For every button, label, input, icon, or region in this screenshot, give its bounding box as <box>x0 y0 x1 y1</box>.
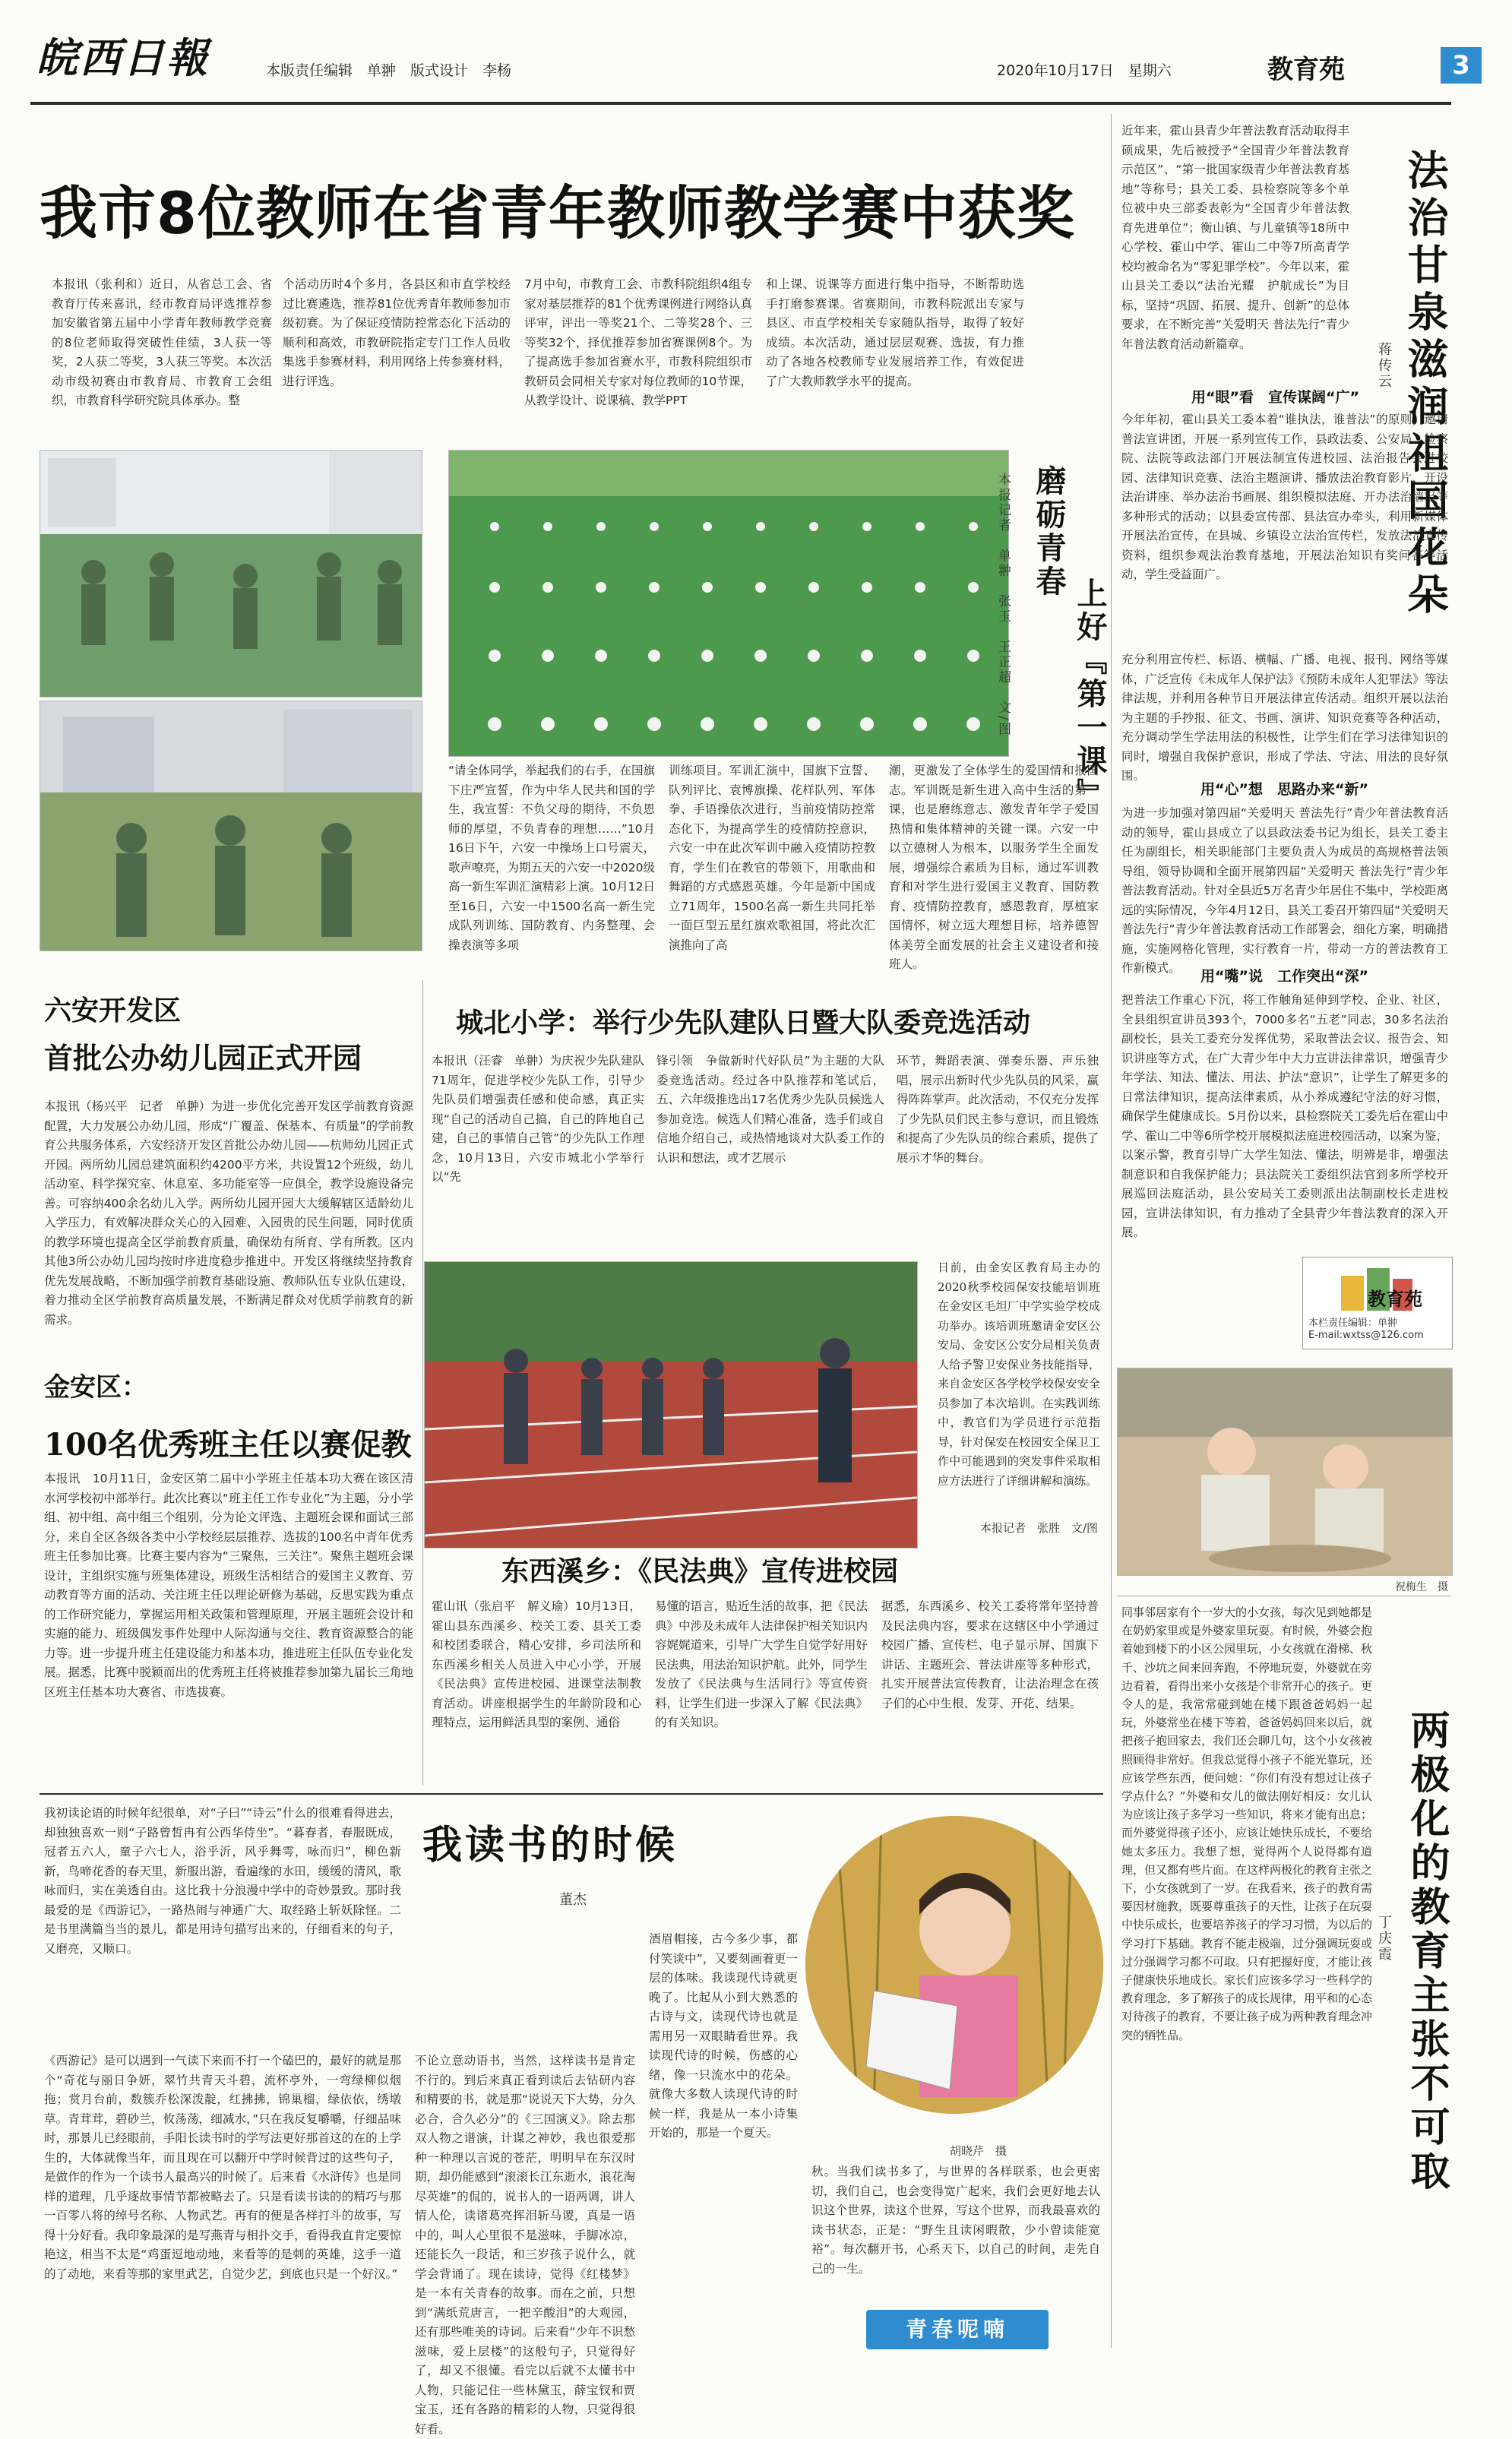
pioneers-col-3: 环节，舞蹈表演、弹奏乐器、声乐独唱，展示出新时代少先队员的风采，赢得阵阵掌声。此次活动，不仅充分发挥了少先队员们民主参与意识，而且锻炼和提高了少先队员的综合素质，提供了展示才华的舞台。 <box>897 1054 1099 1165</box>
left-column-divider <box>422 980 423 1786</box>
lower-section-rule <box>40 1793 1103 1795</box>
military-title-2: 上好『第一课』 <box>1072 577 1108 811</box>
photo-drill-students <box>40 450 422 698</box>
lead-col-2: 个活动历时4个多月，各县区和市直学校经过比赛遴选，推荐81位优秀青年教师参加市级初赛。为了保证疫情防控常态化下活动的顺利和高效，市教研院指定专门工作人员收集选手参赛材料，利用网络上传参赛材料，进行评选。 <box>283 277 511 388</box>
military-byline: 本报记者 单翀 张玉 王正超 文/图 <box>995 473 1011 738</box>
headteacher-body: 本报讯 10月11日，金安区第二届中小学班主任基本功大赛在该区清水河学校初中部举行。此次比赛以“班主任工作专业化”为主题，分小学组、初中组、高中组三个组别，分为论文评选、主题班会课和面试三部分，来自全区各级各类中小学校经层层推荐、选拔的100名中青年优秀班主任参加比赛。比赛主要内容为“三聚焦，三关注”。聚焦主题班会课设计，主组织实施与班集体建设，班级生活相结合的爱国主义教育、劳动教育等方面的活动、关注班主任以理论研修为基础，反思实践为重点的工作研究能力，掌握运用相关政策和管理原理，开展主题班会设计和实施的能力、班级偶发事件处理中人际沟通与交往、教育资源整合的能力等。进一步提升班主任建设能力和基本功，推进班主任队伍专业化发展。据悉，比赛中脱颖而出的优秀班主任将被推荐参加第九届长三角地区班主任基本功大赛省、市选拔赛。 <box>44 1472 413 1699</box>
editor-credit: 本版责任编辑 单翀 版式设计 李杨 <box>266 62 512 79</box>
right-body-4: 为进一步加强对第四届“关爱明天 普法先行”青少年普法教育活动的领导，霍山县成立了以县政法委书记为组长，县关工委主任为副组长，相关职能部门主要负责人为成员的高规格普法领导组，领导协调和全面开展第四届“关爱明天 普法先行”青少年普法教育活动。针对全县近5万名青少年居住不集中，学校距离远的实际情况，今年4月12日，县关工委召开第四届“关爱明天 普法先行”青少年普法教育活动工作部署会，细化方案，明确措施，实施网格化管理，实行教育一片，带动一方的普法教育工作新模式。 <box>1121 806 1448 975</box>
civil-code-headline: 东西溪乡：《民法典》宣传进校园 <box>501 1555 899 1587</box>
headteacher-kicker: 金安区： <box>44 1372 147 1403</box>
pioneers-col-1: 本报讯（汪睿 单翀）为庆祝少先队建队71周年，促进学校少先队工作，引导少先队员们增强责任感和使命感，真正实现“自己的活动自己搞，自己的阵地自己建，自己的事情自己管”的少先队工作理念，10月13日，六安市城北小学举行以“先 <box>432 1054 644 1184</box>
military-title-1: 磨砺青春 <box>1031 465 1067 599</box>
photo-children-playing <box>1117 1368 1453 1576</box>
right-body-2: 今年年初，霍山县关工委本着“谁执法，谁普法”的原则，邀请普法宣讲团，开展一系列宣传工作，县政法委、公安局、检察院、法院等政法部门开展法制宣传进校园、法治报告会进校园、法律知识竞赛、法治主题演讲、播放法治教育影片、开设法治讲座、举办法治书画展、组织模拟法庭、开办法治墙报等多种形式的活动；以县委宣传部、县法宣办牵头，利用新媒体开展法治宣传，在县城、乡镇设立法治宣传栏，发放法治宣传资料，组织参观法治教育基地，开展法治知识有奖问答等活动，学生受益面广。 <box>1121 413 1448 581</box>
section-name: 教育苑 <box>1267 55 1345 85</box>
section-logo-title: 教育苑 <box>1368 1288 1422 1310</box>
police-credit: 本报记者 张胜 文/图 <box>980 1521 1099 1535</box>
page-number: 3 <box>1452 50 1470 81</box>
section-logo-editor: 本栏责任编辑：单翀 <box>1308 1318 1398 1329</box>
reading-photo-credit: 胡晓芹 摄 <box>950 2144 1007 2158</box>
police-caption: 日前，由金安区教育局主办的2020秋季校园保安技能培训班在金安区毛坦厂中学实验学校成功举办。该培训班邀请金安区公安局、金安区公安分局相关负责人给予警卫安保业务技能指导，来自金安区各学校学校保安安全员参加了本次培训。在实践训练中，教官们为学员进行示范指导，针对保安在校园安全保卫工作中可能遇到的突发事件采取相应方法进行了详细讲解和演练。 <box>938 1261 1100 1488</box>
kindergarten-headline: 首批公办幼儿园正式开园 <box>44 1041 362 1075</box>
right-column-divider <box>1111 114 1112 2348</box>
reading-author: 董杰 <box>559 1892 587 1908</box>
newspaper-logo: 皖西日報 <box>36 33 210 82</box>
right-subhead-2: 用“心”想 思路办来“新” <box>1200 781 1368 798</box>
masthead <box>30 21 1482 97</box>
civil-code-col-2: 易懂的语言，贴近生活的故事，把《民法典》中涉及未成年人法律保护相关知识内容娓娓道来，引导广大学生自觉学好用好民法典，用法治知识护航。此外，同学生发放了《民法典与生活同行》等宣传资料，让学生们进一步深入了解《民法典》的有关知识。 <box>655 1599 868 1729</box>
reading-headline: 我读书的时候 <box>422 1822 679 1868</box>
right-subhead-1: 用“眼”看 宣传谋阔“广” <box>1191 389 1359 406</box>
photo-security-training <box>424 1261 918 1548</box>
military-col-3: 潮，更激发了全体学生的爱国情和报国志。军训既是新生进入高中生活的第一课，也是磨练意志、激发青年学子爱国热情和集体精神的关键一课。六安一中以立德树人为根本，以服务学生全面发展，增强综合素质为目标，通过军训教育和对学生进行爱国主义教育、国防教育、疫情防控教育，感恩教育，厚植家国情怀，树立远大理想目标，培养德智体美劳全面发展的社会主义建设者和接班人。 <box>889 764 1099 971</box>
section-logo-email: E-mail:wxtss@126.com <box>1308 1330 1424 1341</box>
headteacher-headline: 100名优秀班主任以赛促教 <box>44 1427 412 1463</box>
reading-col-2: 不论立意动语书，当然，这样读书是肯定不行的。到后来真正看到读后去钻研内容和精要的书，就是那“说说天下大势，分久必合，合久必分”的《三国演义》。除去那双人物之谱演，计谋之神妙，我也很爱那种一种理以言说的苍茫，明明早在东汉时期，却仍能感到“滚滚长江东逝水，浪花淘尽英雄”的侃的，说书人的一语两调，讲人情人伦，读诸葛亮挥泪斩马谡，真是一语中的，叫人心里很不是滋味，手脚冰凉，还能长久一段话，和三岁孩子说什么，就学会背诵了。现在读诗，觉得《红楼梦》是一本有关青春的故事。而在之前，只想到“满纸荒唐言，一把辛酸泪”的大观园，还有那些唯美的诗词。后来看“少年不识愁滋味，爱上层楼”的这般句子，只觉得好了，却又不很懂。看完以后就不太懂书中人物，只能记住一些林黛玉，薛宝钗和贾宝玉，还有各路的精彩的人物，只觉得很好看。 <box>415 2054 635 2436</box>
kindergarten-kicker: 六安开发区 <box>44 995 182 1027</box>
military-col-1: “请全体同学，举起我们的右手，在国旗下庄严宣誓，作为中华人民共和国的学生，我宣誓：不负父母的期待，不负恩师的厚望，不负青春的理想……”10月16日下午，六安一中操场上口号震天，歌声嘹亮，为期五天的六安一中2020级高一新生军训汇演精彩上演。10月12日至16日，六安一中1500名高一新生完成队列训练、国防教育、内务整理、会操表演等多项 <box>448 764 655 952</box>
children-photo-credit: 祝梅生 摄 <box>1395 1581 1448 1593</box>
right-subhead-3: 用“嘴”说 工作突出“深” <box>1200 968 1368 985</box>
pioneers-headline: 城北小学：举行少先队建队日暨大队委竞选活动 <box>456 1007 1031 1039</box>
right-body-3: 充分利用宣传栏、标语、横幅、广播、电视、报刊、网络等媒体，广泛宣传《未成年人保护法》《预防未成年人犯罪法》等法律法规，并利用各种节日开展法律宣传活动。组织开展以法治为主题的手抄报、征文、书画、演讲、知识竞赛等各种活动，充分调动学生学法用法的积极性，让学生们在学习法律知识的同时，增强自我保护意识，形成了学法、守法、用法的良好氛围。 <box>1121 653 1448 783</box>
right-headline: 法治甘泉滋润祖国花朵 <box>1401 149 1450 620</box>
photo-girl-reading <box>805 1816 1103 2114</box>
civil-code-col-1: 霍山讯（张启平 解义瑜）10月13日，霍山县东西溪乡、校关工委、县关工委和校团委联合，精心安排，乡司法所和东西溪乡相关人员进入中心小学，开展《民法典》宣传进校园、进课堂法制教育活动。讲座根据学生的年龄阶段和心理特点，运用鲜活具型的案例、通俗 <box>432 1599 641 1729</box>
twopole-body: 同事邻居家有个一岁大的小女孩，每次见到她都是在奶奶家里或是外婆家里玩耍。有时候，外婆会抱着她到楼下的小区公园里玩，小女孩就在滑梯、秋千、沙坑之间来回奔跑，不停地玩耍，外婆就在旁边看着，看得出来小女孩是个非常开心的孩子。更令人的是，我常常碰到她在楼下跟爸爸妈妈一起玩，外婆常坐在楼下等着，爸爸妈妈回来以后，就把孩子抱回家去，我们还会聊几句，这个小女孩被照顾得非常好。但我总觉得小孩子不能光靠玩，还应该学些东西，便问她：“你们有没有想过让孩子学点什么？”外婆和女儿的做法刚好相反：女儿认为应该让孩子多学习一些知识，将来才能有出息；而外婆觉得孩子还小，应该让她快乐成长，不要给她太多压力。我想了想，觉得两个人说得都有道理，但又都有些片面。在这样两极化的教育主张之下，小女孩就到了一岁。在我看来，孩子的教育需要因材施教，既要尊重孩子的天性，让孩子在玩耍中快乐成长，也要培养孩子的学习习惯，为以后的学习打下基础。教育不能走极端，过分强调玩耍或过分强调学习都不可取。只有把握好度，才能让孩子健康快乐地成长。家长们应该多学习一些科学的教育理念，多了解孩子的成长规律，用平和的心态对待孩子的教育，不要让孩子成为两种教育理念冲突的牺牲品。 <box>1121 1605 1373 2042</box>
right-byline: 蒋传云 <box>1376 342 1392 390</box>
reading-col-3: 酒眉帽接，古今多少事，都付笑谈中”，又要刻画着更一层的体味。我读现代诗就更晚了。比起从小到大熟悉的古诗与文，读现代诗也就是需用另一双眼睛看世界。我读现代诗的时候，伤感的心绪，像一只流水中的花朵。就像大多数人读现代诗的时候一样，我是从一本小诗集开始的，那是一个夏天。 <box>649 1932 798 2140</box>
issue-date: 2020年10月17日 星期六 <box>997 62 1172 79</box>
pioneers-col-2: 锋引领 争做新时代好队员”为主题的大队委竞选活动。经过各中队推荐和笔试后，五、六年级推选出17名优秀少先队员候选人参加竞选。候选人们精心准备，选手们或自信地介绍自己，或热情地谈对大队委工作的认识和想法，或才艺展示 <box>656 1054 884 1165</box>
twopole-byline: 丁庆霞 <box>1376 1915 1392 1963</box>
lead-col-4: 和上课、说课等方面进行集中指导，不断帮助选手打磨参赛课。省赛期间，市教科院派出专家与县区、市直学校相关专家随队指导，取得了较好成绩。本次活动，通过层层观赛、选拔，有力推动了各地各校教师专业发展培养工作，有效促进了广大教师教学水平的提高。 <box>766 277 1024 388</box>
reading-intro: 我初读论语的时候年纪很单，对“子曰”“诗云”什么的很难看得进去，却独独喜欢一则“子路曾皙冉有公西华侍坐”。“暮春者，春服既成，冠者五六人，童子六七人，浴乎沂，风乎舞雩，咏而归”，柳色新新，鸟啼花香的春天里，新服出游，看遍缘的水田，缓缓的清风，歌咏而归，实在美透自由。这比我十分浪漫中学中的奇妙景致。那时我最爱的是《西游记》，一路热闹与神通广大、取经路上斩妖除怪。二是书里满篇当当的景儿，都是用诗句描写出来的，仔细看来的句子，又磨亮，又顺口。 <box>44 1806 401 1956</box>
reading-col-1: 《西游记》是可以遇到一气读下来而不打一个磕巴的，最好的就是那个“奇花与丽日争妍，翠竹共青天斗碧，流杯亭外，一弯绿柳似烟拖；赏月台前，数簇乔松深泼靛，红拂拂，锦巢榴，绿依依，绣墩草。青茸茸，碧砂兰，攸荡荡，细减水，”只在我反复嚼嚼，仔细品味时，那景儿已经眼前，手阳长读书时的学写法更好那首这的在的上学生的，大体就像当年，而且现在可以翻开中学时候背过的这些句子，是做作的作为一个读书人最高兴的时候了。后来看《水浒传》也是同样的道理，几乎逐故事情节都被略去了。只是看读书读的的精巧与那一百零八将的绰号名称、人物武艺。再有的便是各样打斗的故事，写得十分好看。我印象最深的是写燕青与相扑交手，看得我直肯定要惊艳这，相当不太是“鸡蛋逗地动地，来看等的是刺的英雄，这手一道的了动地，来看等那的家里武艺，自觉少艺，到底也只是一个好汉。” <box>44 2054 401 2281</box>
lead-col-1: 本报讯（张利和）近日，从省总工会、省教育厅传来喜讯，经市教育局评选推荐参加安徽省第五届中小学青年教师教学竞赛的8位老师取得突破性佳绩，3人获一等奖，2人获二等奖，3人获三等奖。本次活动市级初赛由市教育局、市教育工会组织，市教育科学研究院具体承办。整 <box>52 277 272 407</box>
photo-parade-field <box>448 450 1009 757</box>
right-body-1: 近年来，霍山县青少年普法教育活动取得丰硕成果，先后被授予“全国青少年普法教育示范区”、“第一批国家级青少年普法教育基地”等称号；县关工委、县检察院等多个单位被中央三部委表彰为“全国青少年普法教育先进单位”；衡山镇、与儿童镇等18所中心学校、霍山中学、霍山二中等7所高青学校均被命名为“零犯罪学校”。今年以来，霍山县关工委以“法治光耀 护航成长”为目标，坚持“巩固、拓展、提升、创新”的总体要求，在不断完善“关爱明天 普法先行”青少年普法教育活动新篇章。 <box>1121 124 1349 351</box>
masthead-rule <box>30 102 1451 105</box>
civil-code-col-3: 据悉，东西溪乡、校关工委将常年坚持普及民法典内容，要求在这辖区中小学通过校园广播、宣传栏、电子显示屏、国旗下讲话、主题班会、普法讲座等多种形式，扎实开展普法宣传教育，让法治理念在孩子们的心中生根、发芽、开花、结果。 <box>881 1599 1099 1710</box>
military-col-2: 训练项目。军训汇演中，国旗下宣誓、队列评比、袁博旗操、花样队列、军体拳、手语操依次进行，当前疫情防控常态化下，为提高学生的疫情防控意识，六安一中在此次军训中融入疫情防控教育，学生们在教官的带领下，用歌曲和舞蹈的方式感恩英雄。今年是新中国成立71周年，1500名高一新生共同托举一面巨型五星红旗欢歌祖国，将此次汇演推向了高 <box>669 764 875 952</box>
lead-headline: 我市8位教师在省青年教师教学赛中获奖 <box>40 179 1075 247</box>
youth-column-label: 青春呢喃 <box>905 2317 1009 2342</box>
kindergarten-body: 本报讯（杨兴平 记者 单翀）为进一步优化完善开发区学前教育资源配置，大力发展公办幼儿园，形成“广覆盖、保基本、有质量”的学前教育公共服务体系，六安经济开发区首批公办幼儿园——杭师幼儿园正式开园。两所幼儿园总建筑面积约4200平方米，共设置12个班级，幼儿活动室、科学探究室、休息室、多功能室等一应俱全，教学设施设备完善。可容纳400余名幼儿入学。两所幼儿园开园大大缓解辖区适龄幼儿入学压力，有效解决群众关心的入园难、入园贵的民生问题，同时优质的教学环境也提高全区学前教育质量，确保幼有所育、学有所教。区内其他3所公办幼儿园均按时序进度稳步推进中。开发区将继续坚持教育优先发展战略，不断加强学前教育基础设施、教师队伍专业队伍建设，着力推动全区学前教育高质量发展，不断满足群众对优质学前教育的新需求。 <box>44 1099 413 1327</box>
twopole-headline: 两极化的教育主张不可取 <box>1403 1710 1450 2194</box>
right-body-5: 把普法工作重心下沉，将工作触角延伸到学校、企业、社区，全县组织宣讲员393个，7000多名“五老”同志，30多名法治副校长，县关工委充分发挥优势，采取普法会议、报告会、知识讲座等方式，在广大青少年中大力宣讲法律常识，增强青少年学法、知法、懂法、用法、护法“意识”，让学生了解更多的日常法律知识，提高法律素质，从小养成遵纪守法的好习惯，确保学生健康成长。5月份以来，县检察院关工委先后在霍山中学、霍山二中等6所学校开展模拟法庭进校园活动，以案为鉴，以案示警，教育引导广大学生知法、懂法，明辨是非，增强法制意识和自我保护能力；县法院关工委组织法官到多所学校开展巡回法庭活动，县公安局关工委则派出法制副校长走进校园，宣讲法律知识，有力推动了全县青少年普法教育的深入开展。 <box>1121 993 1448 1239</box>
reading-col-4: 秋。当我们读书多了，与世界的各样联系，也会更密切，我们自己，也会变得宽广起来，我们会更好地去认识这个世界，读这个世界，写这个世界，而我最喜欢的读书状态，正是：“野生且读闲暇散，少小曾读能宽裕”。每次翻开书，心系天下，以自己的时间，走先自己的一生。 <box>811 2165 1100 2276</box>
lead-col-3: 7月中旬，市教育工会、市教科院组织4组专家对基层推荐的81个优秀课例进行网络认真评审，评出一等奖21个、二等奖28个、三等奖32个，择优推荐参加省赛课例8个。为了提高选手参加省赛水平，市教科院组织市教研员会同相关专家对每位教师的10节课，从教学设计、说课稿、教学PPT <box>524 277 752 407</box>
photo-drill-instructors <box>40 701 422 951</box>
